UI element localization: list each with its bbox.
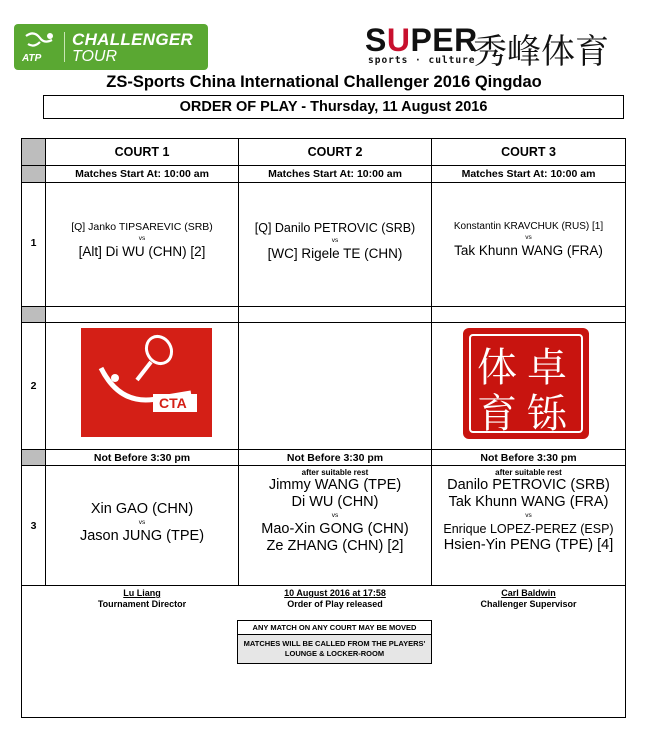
spacer-cell-2	[22, 449, 45, 465]
row-2-number: 2	[30, 380, 37, 392]
chinese-seal-logo: 体 卓 育 铄	[463, 328, 589, 439]
order-of-play-date: ORDER OF PLAY - Thursday, 11 August 2016	[43, 95, 624, 119]
svg-text:ATP: ATP	[22, 53, 42, 64]
row-1-number: 1	[30, 237, 37, 249]
tournament-director: Lu Liang Tournament Director	[97, 588, 187, 609]
atp-player-logo-icon	[20, 30, 60, 64]
court-3-not-before: Not Before 3:30 pm	[480, 452, 577, 464]
court-2-not-before: Not Before 3:30 pm	[286, 452, 384, 464]
cta-logo	[81, 328, 212, 437]
court-1-header: COURT 1	[114, 145, 170, 159]
release-info: 10 August 2016 at 17:58 Order of Play released	[284, 588, 386, 609]
players-called-warning: MATCHES WILL BE CALLED FROM THE PLAYERS' LOUNGE & LOCKER-ROOM	[238, 635, 431, 663]
order-of-play-table	[21, 138, 626, 718]
tournament-title: ZS-Sports China International Challenger 2016 Qingdao	[106, 73, 542, 91]
court-3-header: COURT 3	[501, 145, 556, 159]
super-sports-logo	[365, 22, 635, 72]
atp-logo-line2: TOUR	[72, 48, 118, 65]
atp-challenger-logo	[14, 24, 208, 70]
row-1-court-2-match: [Q] Danilo PETROVIC (SRB) vs [WC] Rigele TE (CHN)	[254, 221, 416, 261]
spacer-cell	[22, 306, 45, 322]
row-3-court-1-match: Xin GAO (CHN) vs Jason JUNG (TPE)	[79, 501, 205, 544]
challenger-supervisor: Carl Baldwin Challenger Supervisor	[480, 588, 577, 609]
super-tagline: sports · culture	[368, 55, 476, 66]
warning-box	[237, 620, 432, 664]
row-3-court-3-match: after suitable rest Danilo PETROVIC (SRB) Tak Khunn WANG (FRA) vs Enrique LOPEZ-PEREZ (ESP) Hsien-Yin PENG (TPE) [4]	[443, 468, 614, 553]
court-3-start-time: Matches Start At: 10:00 am	[461, 168, 596, 180]
cta-tennis-icon	[81, 328, 212, 437]
court-2-header: COURT 2	[307, 145, 363, 159]
court-2-start-time: Matches Start At: 10:00 am	[268, 168, 402, 180]
row-3-court-2-match: after suitable rest Jimmy WANG (TPE) Di WU (CHN) vs Mao-Xin GONG (CHN) Ze ZHANG (CHN) [2]	[261, 468, 409, 554]
super-chinese-name: 秀峰体育	[473, 32, 609, 72]
header-corner-cell	[22, 139, 45, 183]
court-move-warning: ANY MATCH ON ANY COURT MAY BE MOVED	[238, 621, 431, 635]
svg-text:CTA: CTA	[159, 395, 187, 411]
court-1-not-before: Not Before 3:30 pm	[93, 452, 191, 464]
row-1-court-1-match: [Q] Janko TIPSAREVIC (SRB) vs [Alt] Di WU (CHN) [2]	[71, 221, 213, 259]
row-1-court-3-match: Konstantin KRAVCHUK (RUS) [1] vs Tak Khunn WANG (FRA)	[453, 221, 604, 258]
row-3-number: 3	[30, 520, 37, 532]
super-wordmark: SUPER	[365, 22, 478, 58]
atp-logo-line1: CHALLENGER	[72, 30, 194, 49]
court-1-start-time: Matches Start At: 10:00 am	[75, 168, 209, 180]
